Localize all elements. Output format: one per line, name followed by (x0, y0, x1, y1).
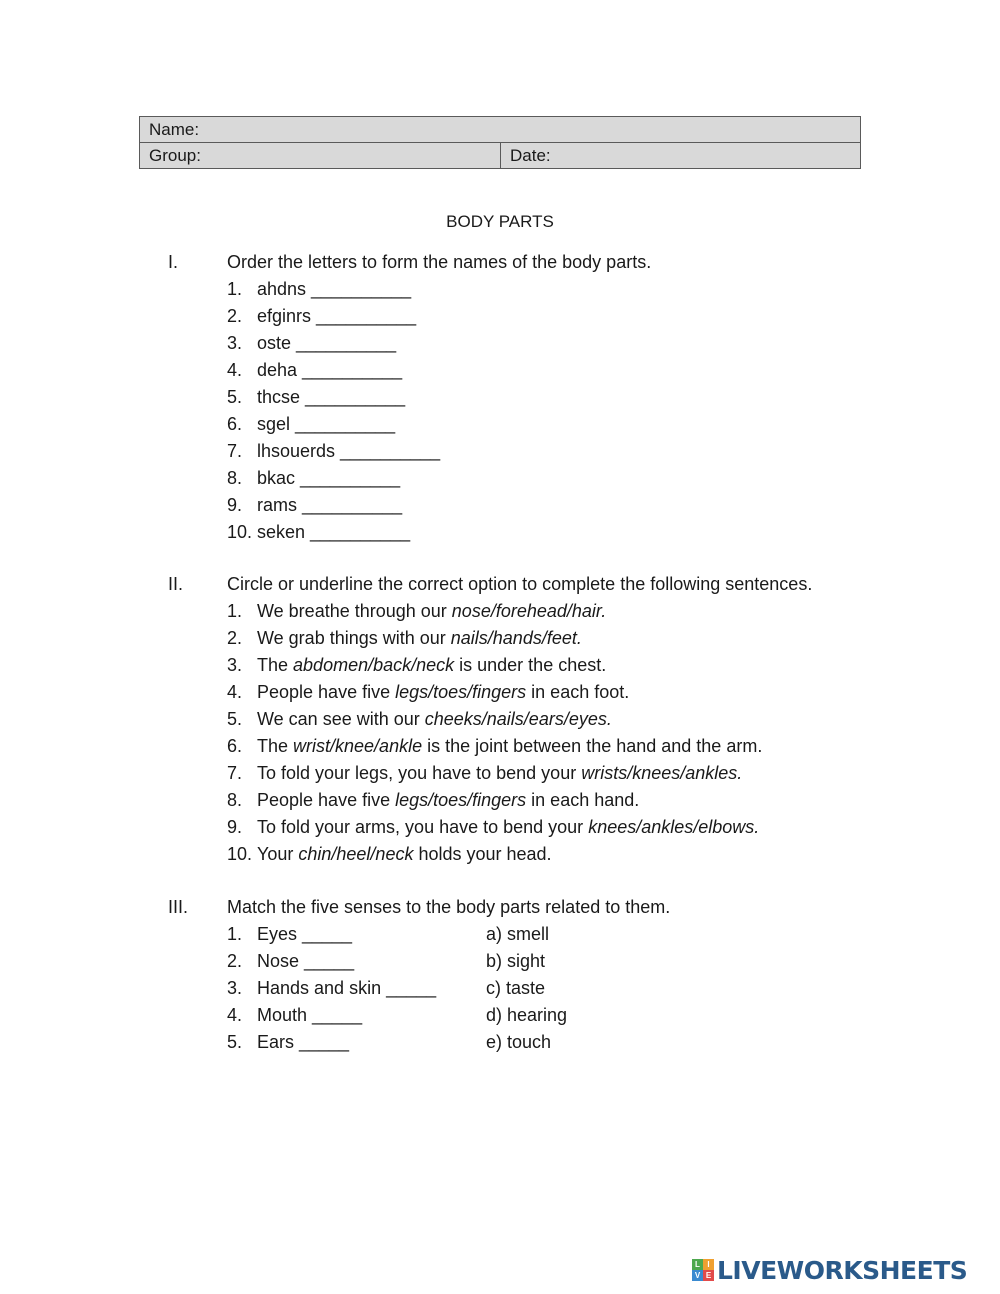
scrambled-word-blank[interactable]: oste __________ (257, 333, 397, 353)
answer-options[interactable]: chin/heel/neck (298, 844, 414, 864)
sense-option: b) sight (486, 951, 546, 971)
item-number: 4. (227, 682, 243, 702)
sentence-start: We breathe through our (257, 601, 452, 621)
sentence-start: We grab things with our (257, 628, 451, 648)
scrambled-word-blank[interactable]: efginrs __________ (257, 306, 417, 326)
sentence (257, 760, 742, 787)
sentence (257, 841, 552, 868)
liveworksheets-badge-icon (692, 1259, 714, 1281)
item-number: 5. (227, 709, 243, 729)
scrambled-word-blank[interactable]: lhsouerds __________ (257, 441, 441, 461)
item-number: 3. (227, 978, 243, 998)
sentence-start: People have five (257, 682, 396, 702)
item-number: 6. (227, 736, 243, 756)
brand-name: LIVEWORKSHEETS (717, 1255, 968, 1285)
answer-options[interactable]: abdomen/back/neck (293, 655, 455, 675)
scrambled-word-blank[interactable]: rams __________ (257, 495, 403, 515)
name-field[interactable] (140, 117, 861, 143)
section-instruction: Order the letters to form the names of the body parts. (227, 252, 652, 272)
item-number: 9. (227, 817, 243, 837)
sentence-end: is under the chest. (454, 655, 607, 675)
item-number: 1. (227, 279, 243, 299)
scrambled-word-blank[interactable]: bkac __________ (257, 468, 401, 488)
item-number: 10. (227, 844, 253, 864)
liveworksheets-logo (692, 1255, 967, 1285)
sentence (257, 652, 606, 679)
sentence (257, 679, 629, 706)
answer-options[interactable]: wrists/knees/ankles. (581, 763, 743, 783)
sentence (257, 598, 606, 625)
page-title: BODY PARTS (446, 212, 554, 231)
item-number: 2. (227, 306, 243, 326)
sentence-start: Your (257, 844, 299, 864)
date-field[interactable] (501, 143, 861, 169)
section-number: I. (168, 252, 179, 272)
item-number: 5. (227, 1032, 243, 1052)
sentence-start: To fold your legs, you have to bend your (257, 763, 582, 783)
sentence-start: We can see with our (257, 709, 425, 729)
section-number: II. (168, 574, 184, 594)
body-part-blank[interactable]: Eyes _____ (257, 924, 353, 944)
section-instruction: Match the five senses to the body parts related to them. (227, 897, 671, 917)
sentence (257, 814, 759, 841)
item-number: 3. (227, 655, 243, 675)
section-number: III. (168, 897, 189, 917)
answer-options[interactable]: legs/toes/fingers (395, 682, 527, 702)
item-number: 4. (227, 360, 243, 380)
item-number: 10. (227, 522, 253, 542)
badge-letter: L (692, 1259, 703, 1270)
body-part-blank[interactable]: Nose _____ (257, 951, 355, 971)
item-number: 3. (227, 333, 243, 353)
scrambled-word-blank[interactable]: deha __________ (257, 360, 403, 380)
item-number: 6. (227, 414, 243, 434)
item-number: 2. (227, 951, 243, 971)
body-part-blank[interactable]: Hands and skin _____ (257, 978, 437, 998)
scrambled-word-blank[interactable]: ahdns __________ (257, 279, 412, 299)
item-number: 8. (227, 790, 243, 810)
item-number: 7. (227, 763, 243, 783)
sense-option: c) taste (486, 978, 546, 998)
sentence-start: People have five (257, 790, 396, 810)
item-number: 7. (227, 441, 243, 461)
item-number: 2. (227, 628, 243, 648)
badge-letter: E (703, 1270, 714, 1281)
answer-options[interactable]: nails/hands/feet. (450, 628, 582, 648)
section-instruction: Circle or underline the correct option to complete the following sentences. (227, 574, 813, 594)
sense-option: a) smell (486, 924, 550, 944)
answer-options[interactable]: knees/ankles/elbows. (588, 817, 760, 837)
item-number: 9. (227, 495, 243, 515)
sentence-end: is the joint between the hand and the arm. (422, 736, 763, 756)
answer-options[interactable]: cheeks/nails/ears/eyes. (424, 709, 612, 729)
group-label: Group: (149, 146, 201, 165)
scrambled-word-blank[interactable]: sgel __________ (257, 414, 396, 434)
item-number: 1. (227, 924, 243, 944)
item-number: 1. (227, 601, 243, 621)
sense-option: e) touch (486, 1032, 552, 1052)
sentence-start: The (257, 655, 294, 675)
badge-letter: V (692, 1270, 703, 1281)
item-number: 5. (227, 387, 243, 407)
sentence (257, 625, 582, 652)
sentence-end: in each hand. (526, 790, 640, 810)
body-part-blank[interactable]: Ears _____ (257, 1032, 350, 1052)
student-info-table (139, 116, 861, 169)
sentence-start: To fold your arms, you have to bend your (257, 817, 589, 837)
sentence-end: in each foot. (526, 682, 630, 702)
item-number: 8. (227, 468, 243, 488)
sentence-end: holds your head. (413, 844, 552, 864)
badge-letter: I (703, 1259, 714, 1270)
answer-options[interactable]: wrist/knee/ankle (293, 736, 423, 756)
answer-options[interactable]: legs/toes/fingers (395, 790, 527, 810)
group-field[interactable] (140, 143, 501, 169)
name-label: Name: (149, 120, 200, 139)
sentence (257, 733, 762, 760)
item-number: 4. (227, 1005, 243, 1025)
date-label: Date: (510, 146, 551, 165)
scrambled-word-blank[interactable]: thcse __________ (257, 387, 406, 407)
sense-option: d) hearing (486, 1005, 568, 1025)
sentence (257, 787, 639, 814)
answer-options[interactable]: nose/forehead/hair. (451, 601, 607, 621)
scrambled-word-blank[interactable]: seken __________ (257, 522, 411, 542)
sentence (257, 706, 612, 733)
sentence-start: The (257, 736, 294, 756)
body-part-blank[interactable]: Mouth _____ (257, 1005, 363, 1025)
